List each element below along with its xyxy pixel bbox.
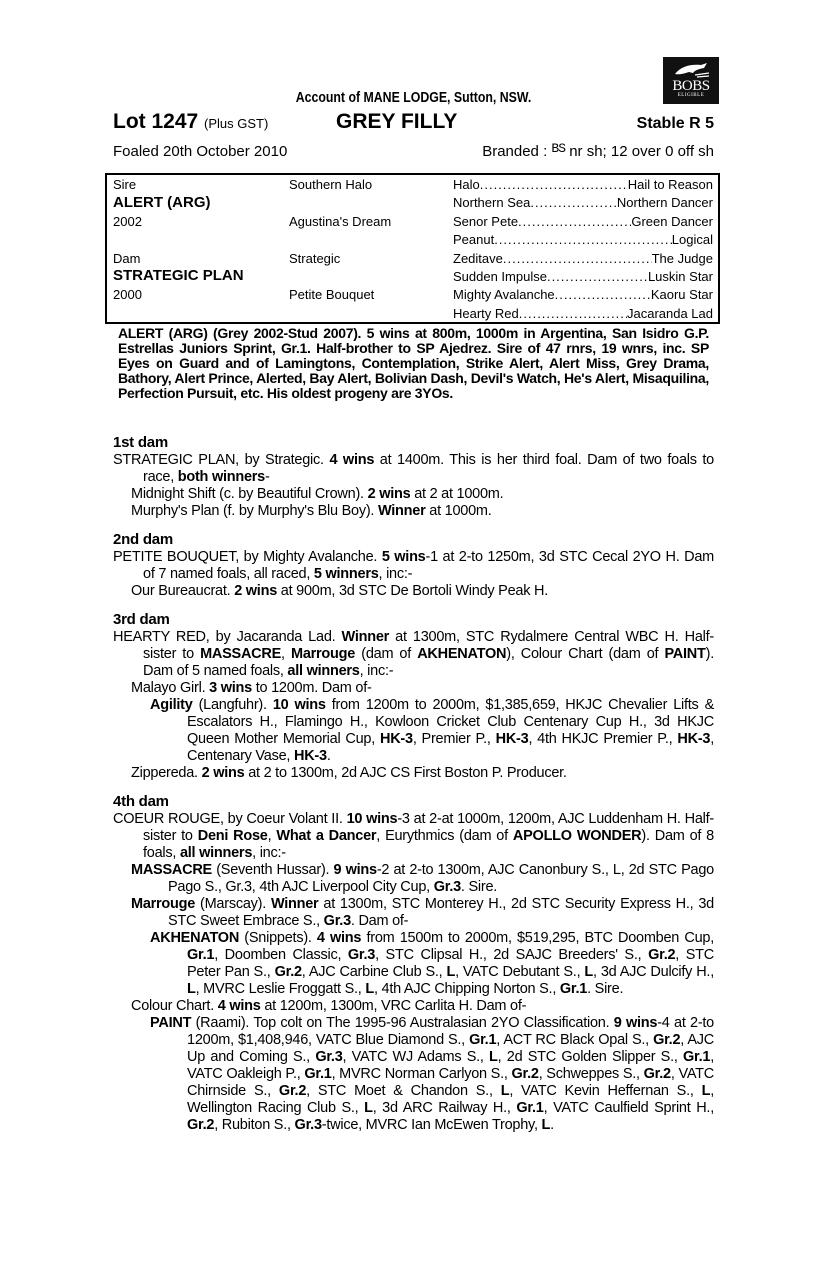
progeny-entry [113, 697, 714, 765]
bold-text: L [701, 1083, 711, 1099]
text: at 2 at 1000m. [410, 486, 504, 502]
text: , Wellington Racing Club S., [187, 1083, 714, 1116]
dam-year: 2000 [113, 287, 142, 302]
text: COEUR ROUGE, by Coeur Volant II. [113, 811, 347, 827]
text: -4 at 2-to 1200m, $1,408,946, VATC Blue Diamond S., [187, 1015, 714, 1048]
bold-text: 2 wins [234, 583, 278, 599]
bold-text: 5 winners [313, 566, 379, 582]
bold-text: Gr.2 [653, 1032, 681, 1048]
pedigree-table [105, 173, 720, 324]
leader-dots [555, 287, 651, 302]
text: , inc:- [359, 663, 394, 679]
vendor-account: Account of MANE LODGE, Sutton, NSW. [295, 90, 532, 106]
great-grandparent: Peanut [453, 232, 495, 248]
bold-text: Gr.1 [304, 1066, 332, 1082]
bold-text: Winner [377, 503, 426, 519]
text: , 4th HKJC Premier P., [528, 731, 678, 747]
logo-subtext: ELIGIBLE [677, 93, 705, 98]
bold-text: Gr.3 [323, 913, 351, 929]
text: , Premier P., [412, 731, 496, 747]
horse-description: GREY FILLY [336, 110, 458, 133]
bold-text: HK-3 [293, 748, 327, 764]
bold-text: 2 wins [201, 765, 245, 781]
sire-summary: ALERT (ARG) (Grey 2002-Stud 2007). 5 wins at 800m, 1000m in Argentina, San Isidro G.P. Estrellas Juniors Sprint, Gr.1. Half-brother to SP Ajedrez. Sire of 47 rnrs, 19 wnrs, inc. SP Eyes on Guard and of Lamingtons, Contemplation, Strike Alert, Alert Miss, Grey Drama, Bathory, Alert Prince, Alerted, Bay Alert, Bolivian Dash, Devil's Watch, He's Alert, Misaquilina, Perfection Pursuit, etc. His oldest progeny are 3YOs. [118, 325, 709, 401]
text: PETITE BOUQUET, by Mighty Avalanche. [113, 549, 382, 565]
text: at 1000m. [425, 503, 492, 519]
bold-text: L [365, 981, 374, 997]
great-grandparent-row [453, 214, 713, 229]
great-grandparent-row [453, 177, 713, 192]
bold-text: L [541, 1117, 551, 1133]
text: ). Dam of 5 named foals, [143, 646, 714, 679]
foaling-date: Foaled 20th October 2010 [113, 143, 288, 160]
text: at 1400m. This is her third foal. Dam of two foals to race, [143, 452, 714, 485]
text: . [550, 1117, 554, 1133]
dam-entry [113, 811, 714, 862]
section-heading: 3rd dam [113, 611, 170, 628]
dam-entry [113, 549, 714, 583]
text: ), Colour Chart (dam of [506, 646, 665, 662]
bold-text: L [584, 964, 594, 980]
bold-text: Marrouge [291, 646, 356, 662]
bold-text: L [446, 964, 456, 980]
bold-text: 10 wins [346, 811, 398, 827]
progeny-entry [113, 930, 714, 998]
text: . [326, 748, 331, 764]
bold-text: Gr.2 [187, 1117, 215, 1133]
bold-text: Gr.3 [294, 1117, 322, 1133]
text: Malayo Girl. [131, 680, 210, 696]
text: at 2 to 1300m, 2d AJC CS First Boston P. Producer. [244, 765, 567, 781]
leader-dots [494, 232, 672, 247]
text: , STC Moet & Chandon S., [306, 1083, 501, 1099]
text: (Snippets). [239, 930, 317, 946]
text: , 3d AJC Dulcify H., [593, 964, 714, 980]
lot-number [113, 110, 268, 134]
bold-text: 4 wins [316, 930, 362, 946]
bold-text: MASSACRE [131, 862, 212, 878]
bold-text: Gr.3 [433, 879, 461, 895]
text: , STC Peter Pan S., [187, 947, 714, 980]
text: - [265, 469, 270, 485]
text: , STC Clipsal H., 2d SAJC Breeders' S., [375, 947, 649, 963]
bold-text: L [500, 1083, 510, 1099]
dam-label: Dam [113, 251, 141, 266]
bold-text: HK-3 [677, 731, 711, 747]
bold-text: PAINT [664, 646, 706, 662]
bold-text: AKHENATON [417, 646, 507, 662]
text: Colour Chart. [131, 998, 218, 1014]
great-great-grandsire: Kaoru Star [650, 287, 713, 303]
text: -3 at 2-at 1000m, 1200m, AJC Luddenham H. Half-sister to [143, 811, 714, 844]
grandparent: Agustina's Dream [289, 214, 392, 229]
text: at 1300m, STC Monterey H., 2d STC Security Express H., 3d STC Sweet Embrace S., [168, 896, 714, 929]
text: from 1500m to 2000m, $519,295, BTC Doomben Cup, [361, 930, 714, 946]
text: -1 at 2-to 1250m, 3d STC Cecal 2YO H. Dam of 7 named foals, all raced, [143, 549, 714, 582]
text: , Schweppes S., [538, 1066, 644, 1082]
great-grandparent-row [453, 269, 713, 284]
bold-text: Gr.2 [278, 1083, 307, 1099]
text: , inc:- [252, 845, 286, 861]
text: Our Bureaucrat. [131, 583, 235, 599]
great-great-grandsire: Hail to Reason [627, 177, 713, 192]
text: at 1200m, 1300m, VRC Carlita H. Dam of- [260, 998, 527, 1014]
bold-text: both winners [177, 469, 265, 485]
grandparent: Petite Bouquet [289, 287, 375, 302]
bold-text: Deni Rose [197, 828, 268, 844]
gst-note: (Plus GST) [204, 116, 269, 131]
bold-text: Gr.2 [643, 1066, 671, 1082]
grandparent: Strategic [289, 251, 341, 266]
brand-info [482, 143, 714, 160]
great-grandparent-row [453, 287, 713, 302]
sire-year: 2002 [113, 214, 142, 229]
bold-text: Gr.3 [315, 1049, 343, 1065]
bold-text: Gr.1 [559, 981, 588, 997]
text: (dam of [355, 646, 418, 662]
text: (Raami). Top colt on The 1995-96 Australasian 2YO Classification. [191, 1015, 614, 1031]
great-great-grandsire: Jacaranda Lad [626, 305, 713, 321]
text: . Sire. [587, 981, 624, 997]
text: , Rubiton S., [214, 1117, 295, 1133]
text: , AJC Up and Coming S., [187, 1032, 714, 1065]
great-great-grandsire: The Judge [651, 250, 713, 266]
bold-text: 3 wins [209, 680, 252, 696]
great-grandparent: Sudden Impulse [453, 269, 547, 284]
brand-details: nr sh; 12 over 0 off sh [569, 143, 714, 160]
horse-head-icon [671, 60, 711, 80]
text: at 900m, 3d STC De Bortoli Windy Peak H. [277, 583, 549, 599]
text: (Seventh Hussar). [211, 862, 334, 878]
text: Zippereda. [131, 765, 202, 781]
bold-text: Gr.2 [274, 964, 302, 980]
leader-dots [519, 306, 627, 321]
text: , VATC Kevin Heffernan S., [509, 1083, 702, 1099]
brand-mark: BS [551, 141, 566, 156]
text: Midnight Shift (c. by Beautiful Crown). [131, 486, 368, 502]
text: , Centenary Vase, [187, 731, 715, 764]
text: (Marscay). [195, 896, 271, 912]
branded-label: Branded : [482, 143, 548, 160]
bold-text: Gr.1 [187, 947, 215, 963]
text: , MVRC Leslie Froggatt S., [195, 981, 366, 997]
leader-dots [547, 269, 648, 284]
progeny-entry [113, 862, 714, 896]
text: , 2d STC Golden Slipper S., [497, 1049, 683, 1065]
bold-text: 4 wins [217, 998, 261, 1014]
bold-text: 9 wins [613, 1015, 658, 1031]
grandparent: Southern Halo [289, 177, 373, 192]
bold-text: PAINT [150, 1015, 192, 1031]
bold-text: What a Dancer [276, 828, 377, 844]
bold-text: 4 wins [329, 452, 375, 468]
text: , [281, 646, 291, 662]
progeny-entry [113, 1015, 714, 1134]
text: , VATC Caulfield Sprint H., [543, 1100, 714, 1116]
progeny-entry [113, 503, 714, 520]
text: , 4th AJC Chipping Norton S., [373, 981, 560, 997]
great-grandparent: Northern Sea [453, 195, 531, 211]
sire-name: ALERT (ARG) [113, 194, 211, 211]
logo-text: BOBS [672, 78, 710, 94]
family-details [113, 434, 714, 1134]
bold-text: HK-3 [379, 731, 413, 747]
bold-text: Marrouge [131, 896, 196, 912]
text: from 1200m to 2000m, $1,385,659, HKJC Chevalier Lifts & Escalators H., Flamingo H., Kowloon Cricket Club Centenary Cup H., 3d HKJC Queen Mother Memorial Cup, [187, 697, 714, 747]
text: , ACT RC Black Opal S., [496, 1032, 654, 1048]
bold-text: AKHENATON [150, 930, 240, 946]
bold-text: L [187, 981, 196, 997]
text: -2 at 2-to 1300m, AJC Canonbury S., L, 2d STC Pago Pago S., Gr.3, 4th AJC Liverpool City Cup, [168, 862, 714, 895]
bold-text: L [489, 1049, 498, 1065]
bold-text: Winner [341, 629, 390, 645]
bold-text: L [364, 1100, 373, 1116]
bold-text: Gr.3 [347, 947, 376, 963]
bold-text: all winners [287, 663, 360, 679]
great-great-grandsire: Northern Dancer [616, 195, 713, 211]
text: . Dam of- [350, 913, 409, 929]
great-grandparent: Hearty Red [453, 305, 519, 321]
text: , VATC Debutant S., [455, 964, 585, 980]
text: , inc:- [378, 566, 413, 582]
bold-text: MASSACRE [200, 646, 282, 662]
text: -twice, MVRC Ian McEwen Trophy, [321, 1117, 542, 1133]
progeny-entry [113, 583, 714, 600]
bold-text: 5 wins [381, 549, 426, 565]
text: , VATC WJ Adams S., [342, 1049, 490, 1065]
bold-text: Gr.2 [511, 1066, 539, 1082]
progeny-entry [113, 680, 714, 697]
text: STRATEGIC PLAN, by Strategic. [113, 452, 330, 468]
great-grandparent-row [453, 251, 713, 266]
text: , 3d ARC Railway H., [372, 1100, 517, 1116]
text: at 1300m, STC Rydalmere Central WBC H. Half-sister to [143, 629, 714, 662]
text: , Eurythmics (dam of [376, 828, 513, 844]
bold-text: Gr.2 [648, 947, 676, 963]
sire-label: Sire [113, 177, 137, 192]
section-heading: 4th dam [113, 793, 169, 810]
bold-text: Agility [150, 697, 193, 713]
great-great-grandsire: Logical [671, 232, 713, 248]
leader-dots [518, 214, 631, 229]
text: Murphy's Plan (f. by Murphy's Blu Boy). [131, 503, 378, 519]
bold-text: all winners [179, 845, 253, 861]
leader-dots [503, 251, 652, 266]
great-grandparent-row [453, 195, 713, 210]
great-grandparent: Zeditave [453, 250, 503, 266]
progeny-entry [113, 896, 714, 930]
leader-dots [530, 195, 617, 210]
bold-text: 2 wins [367, 486, 411, 502]
text: ). Dam of 8 foals, [143, 828, 714, 861]
text: HEARTY RED, by Jacaranda Lad. [113, 629, 342, 645]
great-grandparent-row [453, 232, 713, 247]
great-great-grandsire: Luskin Star [647, 269, 713, 284]
bold-text: HK-3 [495, 731, 529, 747]
text: , Doomben Classic, [214, 947, 348, 963]
great-grandparent-row [453, 306, 713, 321]
text: , VATC Chirnside S., [187, 1066, 715, 1099]
bold-text: Gr.1 [516, 1100, 544, 1116]
bold-text: 9 wins [333, 862, 377, 878]
bold-text: Winner [270, 896, 319, 912]
progeny-entry [113, 998, 714, 1015]
lot-label: Lot 1247 [113, 110, 199, 133]
bold-text: APOLLO WONDER [512, 828, 642, 844]
text: , VATC Oakleigh P., [187, 1049, 714, 1082]
text: , MVRC Norman Carlyon S., [331, 1066, 512, 1082]
text: to 1200m. Dam of- [251, 680, 372, 696]
text: . Sire. [460, 879, 498, 895]
great-grandparent: Halo [453, 177, 480, 192]
dam-entry [113, 452, 714, 486]
great-grandparent: Mighty Avalanche [453, 287, 555, 303]
bold-text: Gr.1 [469, 1032, 497, 1048]
dam-entry [113, 629, 714, 680]
text: , [267, 828, 277, 844]
progeny-entry [113, 486, 714, 503]
section-heading: 1st dam [113, 434, 168, 451]
stable-location: Stable R 5 [636, 115, 714, 132]
section-heading: 2nd dam [113, 531, 173, 548]
text: , AJC Carbine Club S., [301, 964, 447, 980]
great-grandparent: Senor Pete [453, 213, 519, 229]
leader-dots [480, 177, 628, 192]
bold-text: Gr.1 [683, 1049, 711, 1065]
bold-text: 10 wins [272, 697, 326, 713]
text: (Langfuhr). [192, 697, 273, 713]
progeny-entry [113, 765, 714, 782]
dam-name: STRATEGIC PLAN [113, 267, 244, 284]
great-great-grandsire: Green Dancer [631, 213, 713, 229]
